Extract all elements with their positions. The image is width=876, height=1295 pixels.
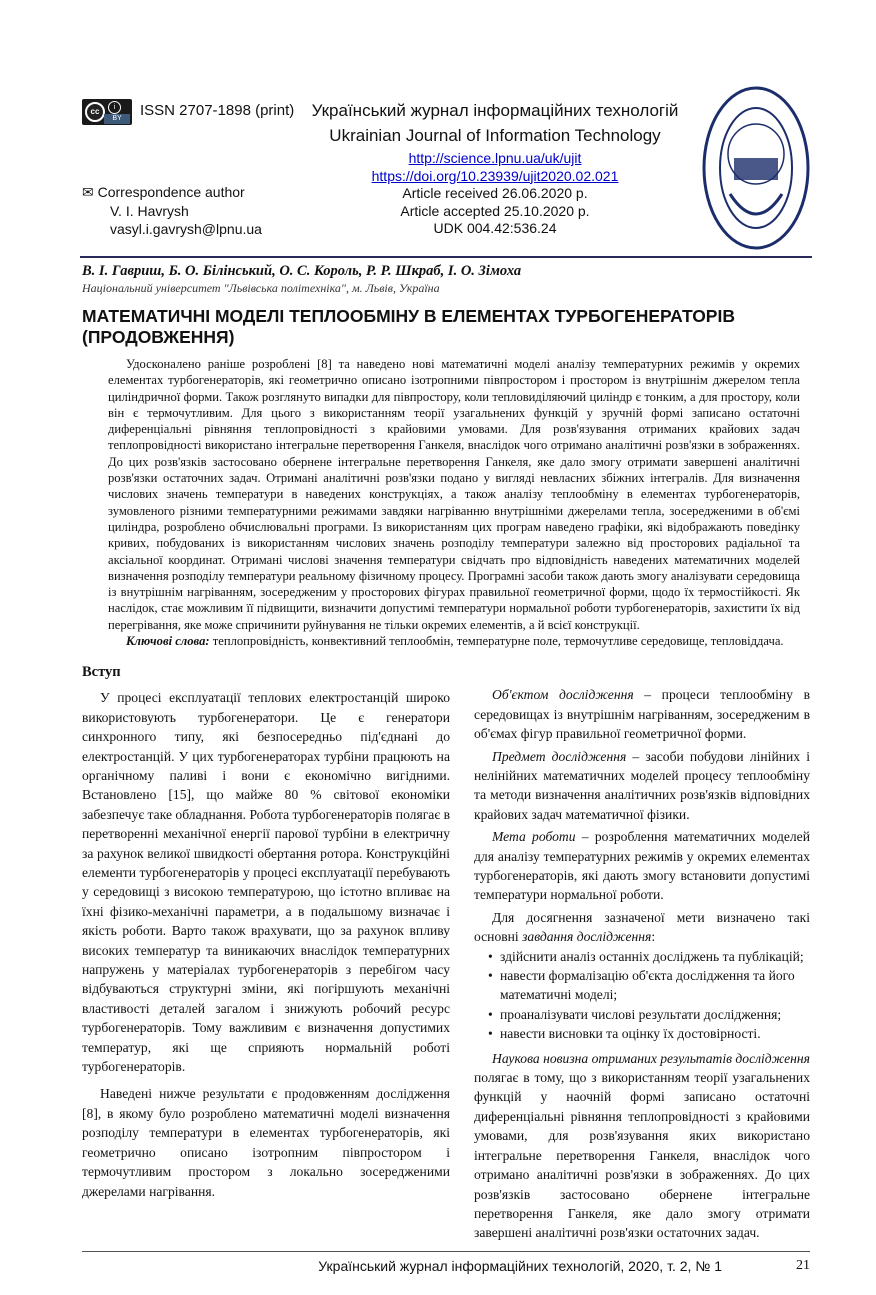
article-title: МАТЕМАТИЧНІ МОДЕЛІ ТЕПЛООБМІНУ В ЕЛЕМЕНТАХ ТУРБОГЕНЕРАТОРІВ (ПРОДОВЖЕННЯ)	[82, 306, 735, 347]
subject-paragraph	[474, 747, 810, 825]
cc-icon: cc	[85, 102, 105, 122]
authors: В. І. Гавриш, Б. О. Білінський, О. С. Король, Р. Р. Шкраб, І. О. Зімоха	[82, 263, 522, 279]
goal-label: Мета роботи	[492, 829, 576, 845]
novelty-label: Наукова новизна отриманих результатів дослідження	[492, 1050, 810, 1066]
list-item: • навести формалізацію об'єкта дослідження та його математичні моделі;	[488, 966, 810, 1005]
tasks-label: завдання дослідження	[522, 929, 652, 945]
footer-journal: Український журнал інформаційних технологій, 2020, т. 2, № 1	[318, 1257, 722, 1274]
paragraph: У процесі експлуатації теплових електростанцій широко використовують турбогенератори. Це є генератори синхронного типу, які безпосередньо під'єднані до електростанцій. У цих турбогенераторах турбіни працюють на органічному паливі і вони є економічно вигідними. Встановлено [15], що майже 80 % світової економіки забезпечує таке обладнання. Робота турбогенераторів полягає в перетворенні механічної енергії парової турбіни в електричну за рахунок великої швидкості обертання ротора. Конструкційні елементи турбогенераторів у процесі експлуатації перебувають у середовищі з високою температурою, що істотно впливає на їхні фізико-механічні параметри, а в подальшому визначає і якість роботи. Варто також врахувати, що за рахунок впливу високих температур та виникаючих внаслідок температурних напружень у матеріалах турбогенераторів з перебігом часу відбуваються структурні зміни, які погіршують механічні властивості деталей загалом і знижують робочий ресурс турбогенераторів. Тому важливим є визначення допустимих температур, які ще сприяють нормальній роботі турбогенераторів.	[82, 690, 450, 1075]
journal-title-ua: Український журнал інформаційних технологій	[311, 101, 679, 120]
person-icon: i	[108, 101, 121, 114]
abstract-text: Удосконалено раніше розроблені [8] та наведено нові математичні моделі аналізу температурних режимів у окремих елементах турбогенераторів, які геометрично описано ізотропними півпростором і простором із внутрішнім джерелом тепла циліндричної форми. Також розглянуто випадки для півпростору, коли тепловиділяючий циліндр є тонким, а для простору, коли він є термочутливим. Для цього з використанням теорії узагальнених функцій у зручній формі записано остаточні диференціальні рівняння теплопровідності з крайовими умовами. Для розв'язування отриманих крайових задач теплопровідності використано інтегральне перетворення Ганкеля, внаслідок чого отримано аналітичні розв'язки в зображеннях. До цих розв'язків застосовано обернене інтегральне перетворення Ганкеля, яке дало змогу отримати завершені аналітичні розв'язки остаточних задач. Отримані аналітичні розв'язки подано у вигляді невласних збіжних інтегралів. Для визначення числових значень температури в наведених конструкціях, а також аналізу теплообміну в елементах турбогенераторів, зумовленого різними температурними режимами завдяки нагріванню внутрішніми джерелами тепла, зосередженими в об'ємі циліндра, розроблено обчислювальні програми. Із використанням цих програм наведено графіки, які відображають поведінку кривих, побудованих із використанням числових значень розподілу температури залежно від просторових радіальної та аксіальної координат. Отримані числові значення температури свідчать про відповідність наведених математичних моделей визначення розподілу температури реальному фізичному процесу. Програмні засоби також дають змогу аналізувати середовища із внутрішнім нагріванням, зосередженим у просторових фігурах правильної геометричної форми, щодо їх термостійкості. Як наслідок, стає можливим її підвищити, визначити допустимі температури нормальної роботи турбогенераторів, захистити їх від перегрівання, яке може спричинити руйнування не тільки окремих елементів, а й всієї конструкції.	[108, 357, 800, 632]
novelty-text: полягає в тому, що з використанням теорії узагальнених функцій у наочній формі записано остаточні диференціальні рівняння теплопровідності з крайовими умовами, для розв'язування яких використано інтегральне перетворення Ганкеля, внаслідок чого отримано аналітичні розв'язки в зображеннях. До цих розв'язків застосовано обернене інтегральне перетворення Ганкеля, яке дало змогу отримати завершені аналітичні розв'язки остаточних задач.	[474, 1070, 810, 1241]
list-item: • навести висновки та оцінку їх достовірності.	[488, 1024, 810, 1043]
accepted-date: Article accepted 25.10.2020 p.	[400, 202, 590, 219]
intro-heading: Вступ	[82, 664, 121, 681]
page-number: 21	[796, 1257, 810, 1273]
object-label: Об'єктом дослідження	[492, 687, 634, 703]
body-columns	[82, 663, 810, 1242]
paragraph: Наведені нижче результати є продовженням дослідження [8], в якому було розроблено математичні моделі визначення розподілу температури в елементах турбогенераторів, які геометрично описано ізотропним півпростором і термочутливим простором з локально зосередженими джерелами нагрівання.	[82, 1086, 450, 1199]
novelty-paragraph	[474, 1049, 810, 1243]
left-column	[82, 663, 450, 1242]
tasks-intro: Для досягнення зазначеної мети визначено такі основні	[474, 909, 810, 945]
keywords-text: теплопровідність, конвективний теплообмін, температурне поле, термочутливе середовище, тепловіддача.	[209, 634, 784, 649]
correspondence-email[interactable]: vasyl.i.gavrysh@lpnu.ua	[110, 221, 262, 237]
footer-divider	[82, 1251, 810, 1252]
by-label: BY	[104, 114, 130, 124]
subject-text: – засоби побудови лінійних і нелінійних математичних моделей процесу теплообміну та методи визначення аналітичних розв'язків відповідних крайових задач математичної фізики.	[474, 748, 810, 822]
journal-title	[300, 98, 690, 148]
correspondence-label: Correspondence author	[97, 184, 245, 200]
subject-label: Предмет дослідження	[492, 748, 627, 764]
header-divider	[80, 256, 812, 258]
list-item: • проаналізувати числові результати дослідження;	[488, 1005, 810, 1024]
tasks-colon: :	[651, 929, 656, 945]
abstract	[108, 356, 800, 649]
list-item: • здійснити аналіз останніх досліджень та публікацій;	[488, 947, 810, 966]
journal-title-en: Ukrainian Journal of Information Technology	[329, 126, 661, 145]
footer	[82, 1257, 810, 1275]
doi-link[interactable]: https://doi.org/10.23939/ujit2020.02.021	[371, 167, 619, 184]
tasks-list	[474, 947, 810, 1044]
udk: UDK 004.42:536.24	[433, 220, 557, 236]
correspondence	[82, 183, 262, 239]
goal-paragraph	[474, 827, 810, 905]
keywords-label: Ключові слова:	[126, 634, 210, 649]
received-date: Article received 26.06.2020 p.	[402, 185, 588, 201]
tasks-paragraph	[474, 908, 810, 947]
object-text: – процеси теплообміну в середовищах із внутрішнім нагріванням, зосередженим в об'ємах фігур правильної геометричної форми.	[474, 687, 810, 742]
correspondence-name: V. I. Havrysh	[110, 202, 189, 219]
journal-url-link[interactable]: http://science.lpnu.ua/uk/ujit	[408, 150, 582, 166]
envelope-icon: ✉	[82, 184, 94, 200]
right-column	[474, 663, 810, 1242]
university-seal-logo	[700, 84, 812, 252]
issn: ISSN 2707-1898 (print)	[140, 102, 295, 119]
article-info	[300, 150, 690, 238]
affiliation: Національний університет "Львівська політехніка", м. Львів, Україна	[82, 281, 440, 295]
object-paragraph	[474, 685, 810, 743]
keywords	[108, 633, 800, 649]
goal-text: – розроблення математичних моделей для аналізу температурних режимів у окремих елементах турбогенераторів, які дають змогу встановити допустимі температури нормальної роботи.	[474, 829, 810, 903]
cc-by-license-badge[interactable]	[82, 99, 132, 125]
